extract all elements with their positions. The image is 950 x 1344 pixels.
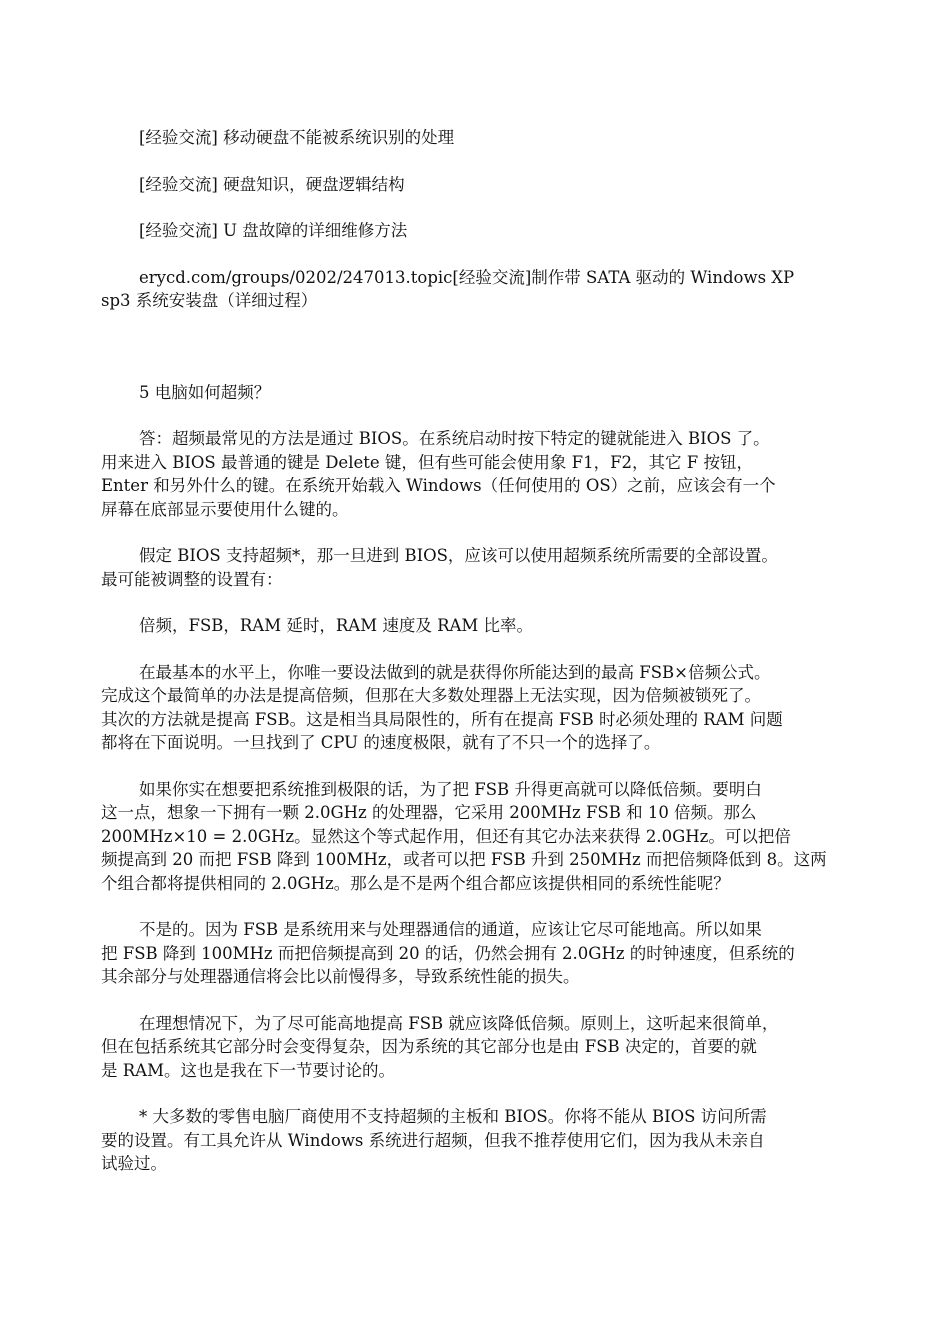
paragraph	[101, 1012, 841, 1083]
section-title: 5 电脑如何超频？	[139, 382, 271, 402]
text-line: 假定 BIOS 支持超频*，那一旦进到 BIOS，应该可以使用超频系统所需要的全部设置。	[139, 546, 778, 565]
text-line: 频提高到 20 而把 FSB 降到 100MHz，或者可以把 FSB 升到 250MHz 而把倍频降低到 8。这两	[101, 850, 827, 869]
text-line: 但在包括系统其它部分时会变得复杂，因为系统的其它部分也是由 FSB 决定的，首要的就	[101, 1037, 757, 1056]
paragraph	[101, 614, 841, 638]
text-line: 个组合都将提供相同的 2.0GHz。那么是不是两个组合都应该提供相同的系统性能呢？	[101, 873, 730, 893]
text-line: 200MHz×10 = 2.0GHz。显然这个等式起作用，但还有其它办法来获得 2.0GHz。可以把倍	[101, 826, 791, 846]
text-line: 都将在下面说明。一旦找到了 CPU 的速度极限，就有了不只一个的选择了。	[101, 733, 661, 752]
link-item[interactable]	[101, 266, 841, 313]
paragraph	[101, 544, 841, 591]
link-line: erycd.com/groups/0202/247013.topic[经验交流]制作带 SATA 驱动的 Windows XP	[139, 267, 795, 287]
text-line: 其余部分与处理器通信将会比以前慢得多，导致系统性能的损失。	[101, 967, 580, 986]
text-line: * 大多数的零售电脑厂商使用不支持超频的主板和 BIOS。你将不能从 BIOS 访问所需	[139, 1107, 767, 1126]
text-line: Enter 和另外什么的键。在系统开始载入 Windows（任何使用的 OS）之前，应该会有一个	[101, 476, 776, 495]
text-line: 把 FSB 降到 100MHz 而把倍频提高到 20 的话，仍然会拥有 2.0GHz 的时钟速度，但系统的	[101, 943, 795, 963]
footnote	[101, 1105, 841, 1176]
document-body	[101, 126, 841, 1199]
text-line: 用来进入 BIOS 最普通的键是 Delete 键，但有些可能会使用象 F1，F2，其它 F 按钮，	[101, 452, 753, 472]
text-line: 在最基本的水平上，你唯一要设法做到的就是获得你所能达到的最高 FSB×倍频公式。	[139, 662, 771, 682]
text-line: 答：超频最常见的方法是通过 BIOS。在系统启动时按下特定的键就能进入 BIOS 了。	[139, 429, 770, 448]
text-line: 最可能被调整的设置有：	[101, 569, 283, 589]
link-item[interactable]: [经验交流] 硬盘知识，硬盘逻辑结构	[139, 174, 405, 194]
text-line: 试验过。	[101, 1154, 167, 1173]
text-line: 倍频，FSB，RAM 延时，RAM 速度及 RAM 比率。	[139, 616, 534, 635]
paragraph	[101, 778, 841, 896]
text-line: 屏幕在底部显示要使用什么键的。	[101, 499, 349, 519]
paragraph	[101, 918, 841, 989]
paragraph	[101, 427, 841, 521]
link-item[interactable]: [经验交流] 移动硬盘不能被系统识别的处理	[139, 128, 455, 147]
text-line: 不是的。因为 FSB 是系统用来与处理器通信的通道，应该让它尽可能地高。所以如果	[139, 920, 762, 939]
text-line: 完成这个最简单的办法是提高倍频，但那在大多数处理器上无法实现，因为倍频被锁死了。	[101, 686, 761, 705]
link-item[interactable]: [经验交流] U 盘故障的详细维修方法	[139, 221, 408, 240]
text-line: 这一点，想象一下拥有一颗 2.0GHz 的处理器，它采用 200MHz FSB 和 10 倍频。那么	[101, 803, 757, 822]
text-line: 要的设置。有工具允许从 Windows 系统进行超频，但我不推荐使用它们，因为我从未亲自	[101, 1130, 765, 1150]
link-line: sp3 系统安装盘（详细过程）	[101, 291, 318, 310]
text-line: 其次的方法就是提高 FSB。这是相当具局限性的，所有在提高 FSB 时必须处理的 RAM 问题	[101, 709, 783, 729]
text-line: 如果你实在想要把系统推到极限的话，为了把 FSB 升得更高就可以降低倍频。要明白	[139, 779, 762, 799]
text-line: 在理想情况下，为了尽可能高地提高 FSB 就应该降低倍频。原则上，这听起来很简单，	[139, 1013, 779, 1033]
spacer	[101, 336, 841, 381]
text-line: 是 RAM。这也是我在下一节要讨论的。	[101, 1060, 395, 1080]
paragraph	[101, 661, 841, 755]
